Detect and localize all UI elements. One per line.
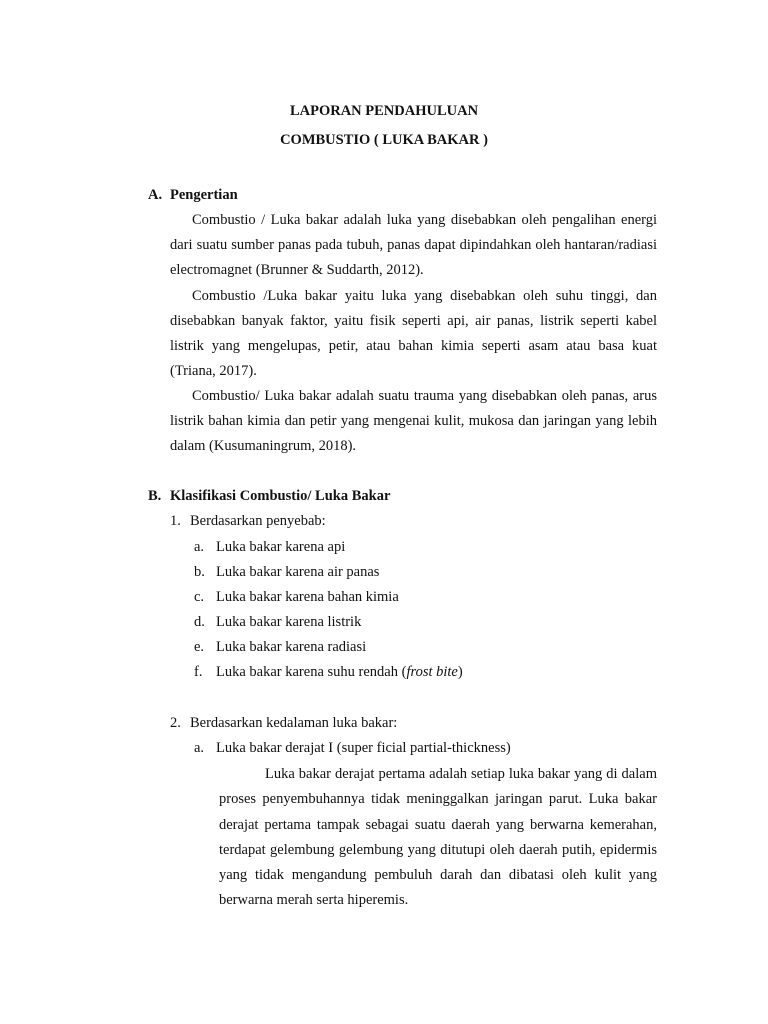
list-item-text: Luka bakar derajat I (super ficial partial-thickness) bbox=[216, 740, 511, 756]
section-a-heading bbox=[148, 187, 238, 204]
list-item-letter: f. bbox=[194, 664, 203, 680]
document-subtitle: COMBUSTIO ( LUKA BAKAR ) bbox=[280, 132, 488, 148]
item-label: Berdasarkan kedalaman luka bakar: bbox=[190, 715, 398, 731]
list-item bbox=[194, 589, 399, 606]
list-item-text: Luka bakar karena suhu rendah ( bbox=[216, 664, 407, 680]
item-label: Berdasarkan penyebab: bbox=[190, 513, 326, 529]
list-item-text: Luka bakar karena api bbox=[216, 539, 346, 555]
list-item-letter: b. bbox=[194, 564, 205, 580]
section-b-heading bbox=[148, 488, 390, 505]
definition-paragraph-2: Combustio /Luka bakar yaitu luka yang disebabkan oleh suhu tinggi, dan disebabkan banyak faktor, yaitu fisik seperti api, air panas, listrik seperti kabel listrik yang mengelupas, petir, atau bahan kimia seperti asam atau basa kuat (Triana, 2017). bbox=[170, 288, 657, 379]
section-a-letter: A. bbox=[148, 187, 163, 203]
list-item-text: Luka bakar karena radiasi bbox=[216, 639, 367, 655]
definition-paragraph-1: Combustio / Luka bakar adalah luka yang disebabkan oleh pengalihan energi dari suatu sumber panas pada tubuh, panas dapat dipindahkan oleh hantaran/radiasi electromagnet (Brunner & Suddarth, 2012). bbox=[170, 212, 657, 278]
section-b-letter: B. bbox=[148, 488, 162, 504]
item-number: 1. bbox=[170, 513, 181, 529]
section-b-title: Klasifikasi Combustio/ Luka Bakar bbox=[170, 488, 391, 504]
list-item-suffix: ) bbox=[457, 664, 463, 680]
section-a-title: Pengertian bbox=[170, 187, 238, 203]
classification-cause-item bbox=[170, 513, 326, 530]
list-item-text: Luka bakar karena bahan kimia bbox=[216, 589, 399, 605]
definition-paragraph-3: Combustio/ Luka bakar adalah suatu trauma yang disebabkan oleh panas, arus listrik bahan kimia dan petir yang mengenai kulit, mukosa dan jaringan yang lebih dalam (Kusumaningrum, 2018). bbox=[170, 388, 657, 454]
document-title: LAPORAN PENDAHULUAN bbox=[289, 103, 479, 119]
list-item-letter: d. bbox=[194, 614, 205, 630]
first-degree-paragraph: Luka bakar derajat pertama adalah setiap luka bakar yang di dalam proses penyembuhannya tidak meninggalkan jaringan parut. Luka bakar derajat pertama tampak sebagai suatu daerah yang berwarna kemerahan, terdapat gelembung gelembung yang ditutupi oleh daerah putih, epidermis yang tidak mengandung pembuluh darah dan dibatasi oleh kulit yang berwarna merah serta hiperemis. bbox=[219, 766, 657, 909]
list-item-italic: frost bite bbox=[406, 664, 458, 680]
list-item bbox=[194, 740, 511, 757]
item-number: 2. bbox=[170, 715, 181, 731]
list-item-letter: a. bbox=[194, 539, 205, 555]
list-item-text: Luka bakar karena air panas bbox=[216, 564, 380, 580]
list-item bbox=[194, 539, 345, 556]
list-item bbox=[194, 614, 361, 631]
classification-depth-item bbox=[170, 715, 397, 732]
list-item bbox=[194, 564, 379, 581]
list-item-letter: e. bbox=[194, 639, 205, 655]
list-item-letter: a. bbox=[194, 740, 205, 756]
list-item-text: Luka bakar karena listrik bbox=[216, 614, 362, 630]
list-item bbox=[194, 639, 366, 656]
list-item bbox=[194, 664, 463, 681]
list-item-letter: c. bbox=[194, 589, 205, 605]
